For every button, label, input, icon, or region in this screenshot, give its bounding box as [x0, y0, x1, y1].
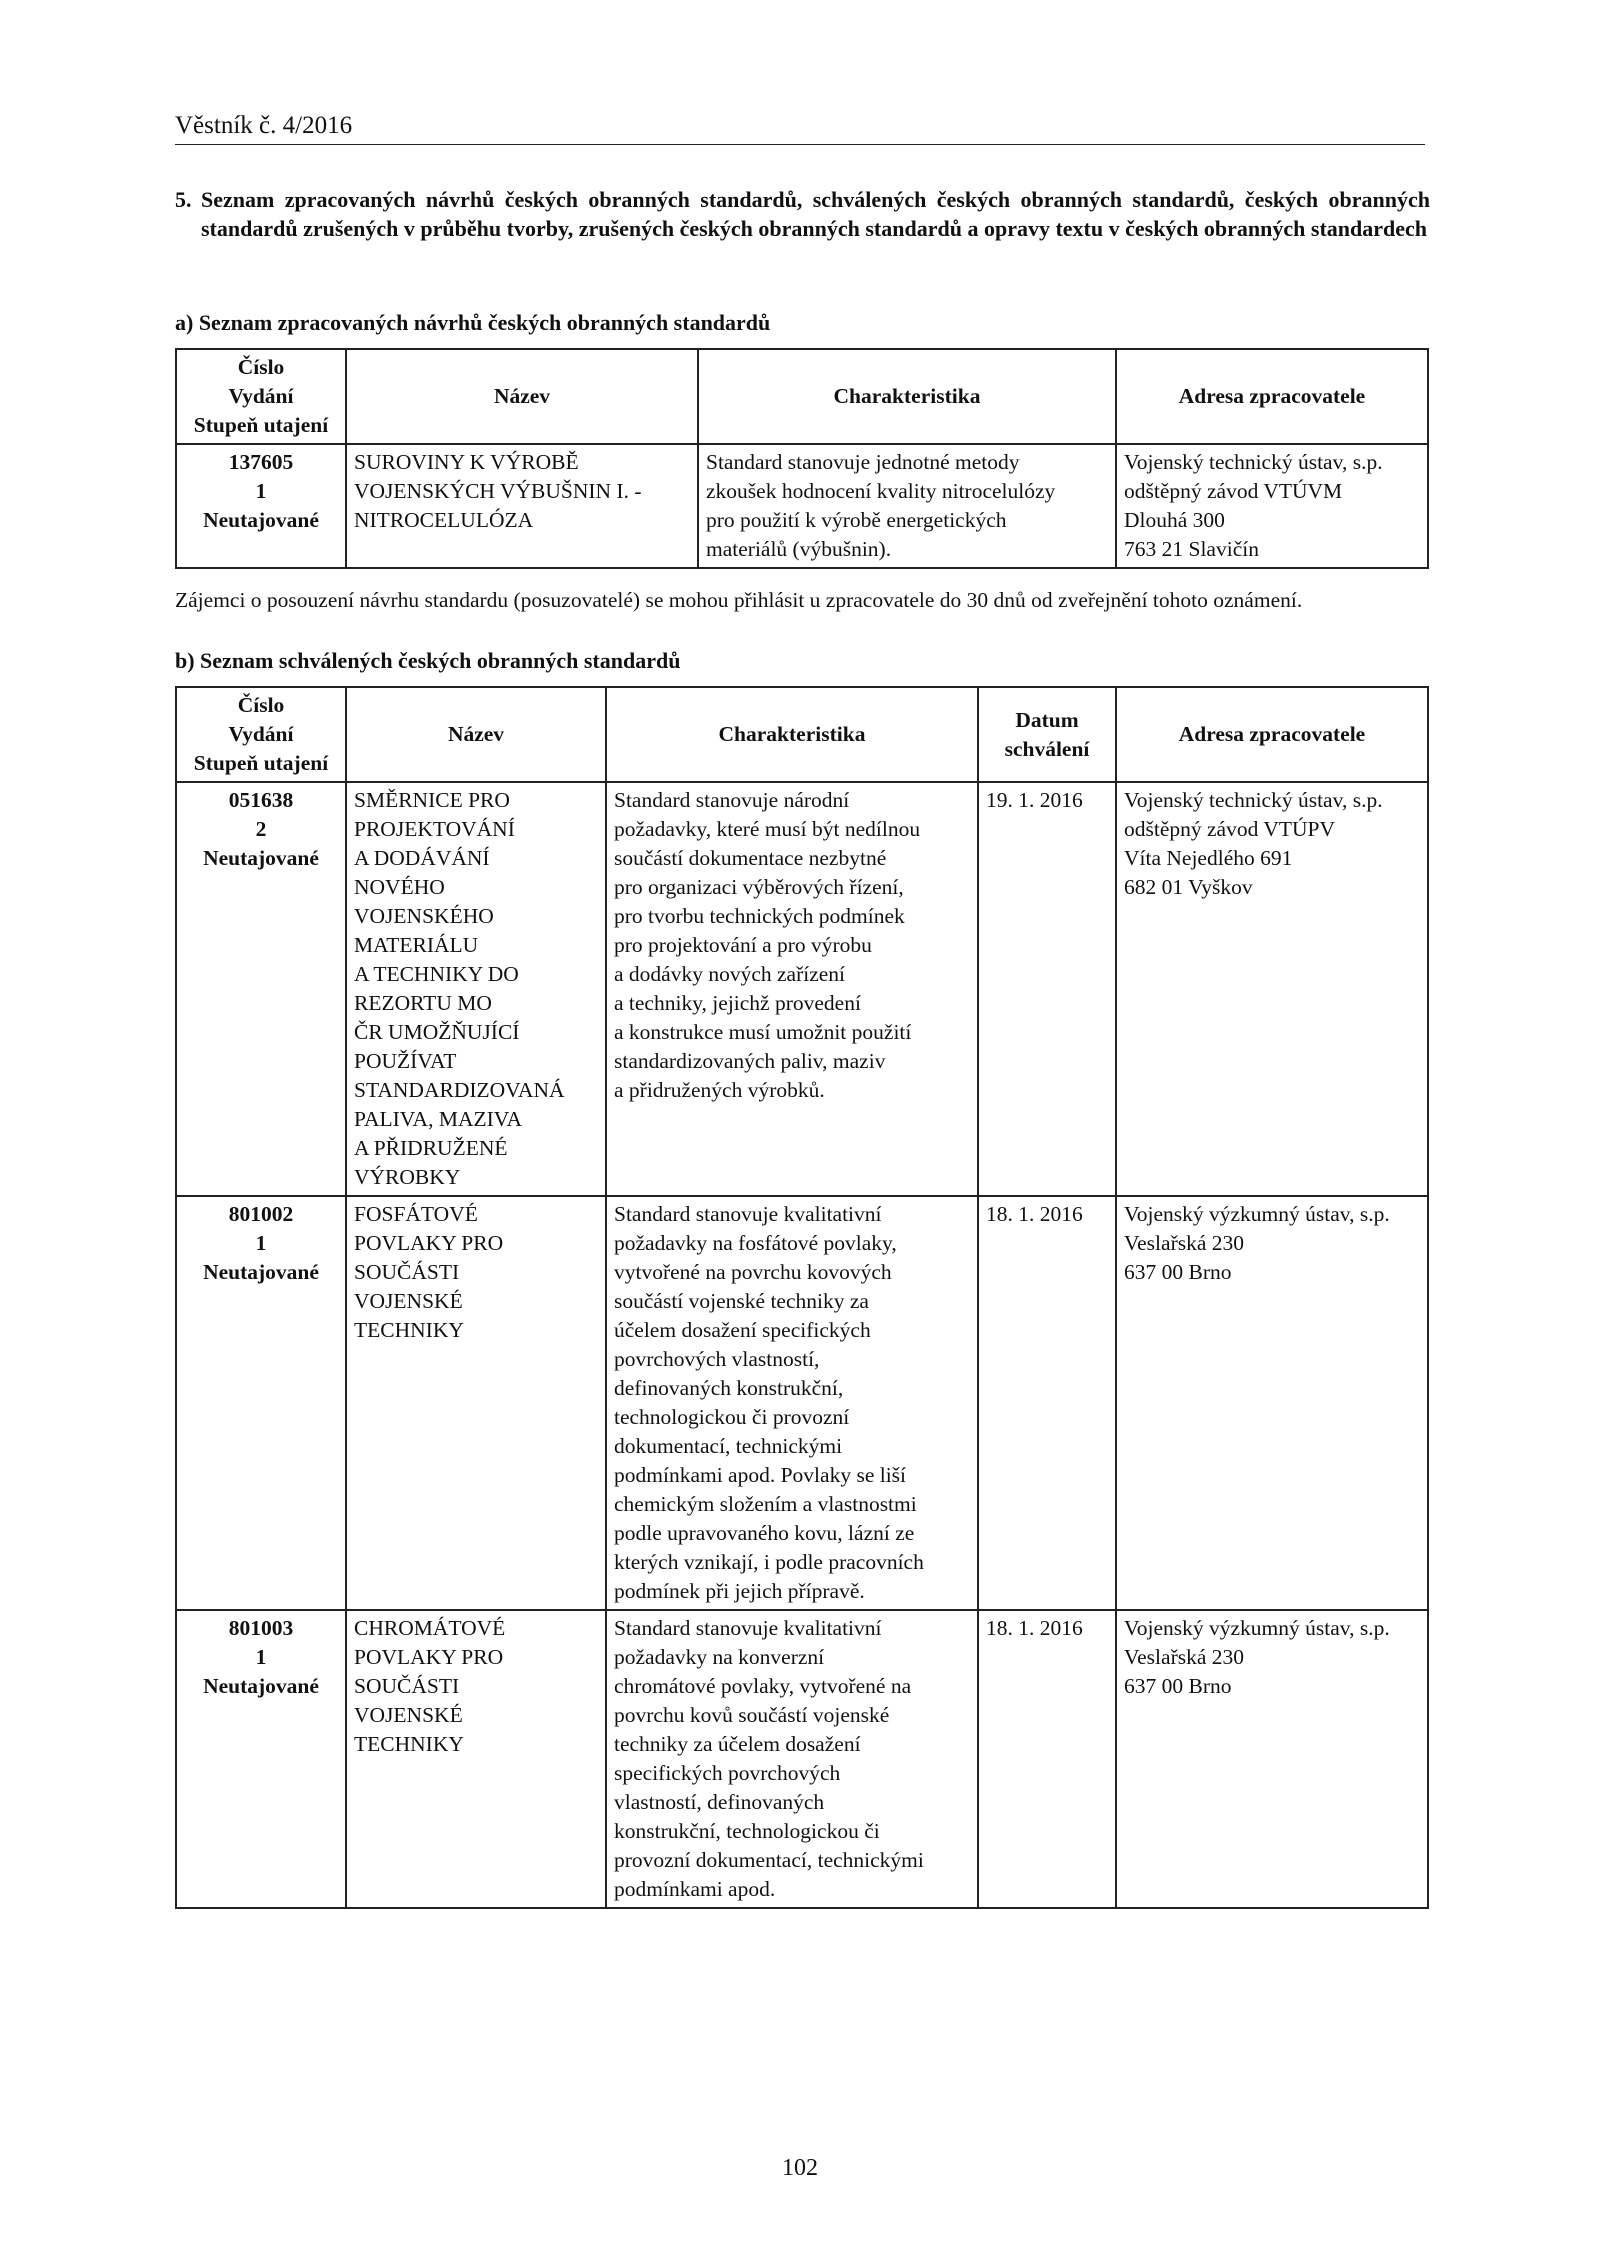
table-row	[176, 444, 1428, 568]
standard-name: FOSFÁTOVÉ POVLAKY PRO SOUČÁSTI VOJENSKÉ TECHNIKY	[346, 1196, 606, 1610]
approved-standards-table	[175, 686, 1429, 1909]
standard-name: SMĚRNICE PRO PROJEKTOVÁNÍ A DODÁVÁNÍ NOVÉHO VOJENSKÉHO MATERIÁLU A TECHNIKY DO REZORTU MO ČR UMOŽŇUJÍCÍ POUŽÍVAT STANDARDIZOVANÁ PALIVA, MAZIVA A PŘIDRUŽENÉ VÝROBKY	[346, 782, 606, 1196]
section-title: Seznam zpracovaných návrhů českých obranných standardů, schválených českých obranných standardů, českých obranných standardů zrušených v průběhu tvorby, zrušených českých obranných standardů a opravy textu v českých obranných standardech	[201, 187, 1430, 241]
header-name: Název	[346, 687, 606, 782]
standard-description: Standard stanovuje národní požadavky, které musí být nedílnou součástí dokumentace nezbytné pro organizaci výběrových řízení, pro tvorbu technických podmínek pro projektování a pro výrobu a dodávky nových zařízení a techniky, jejichž provedení a konstrukce musí umožnit použití standardizovaných paliv, maziv a přidružených výrobků.	[606, 782, 978, 1196]
part-a-title: a) Seznam zpracovaných návrhů českých obranných standardů	[175, 310, 771, 335]
table-header-row	[176, 687, 1428, 782]
standard-description: Standard stanovuje kvalitativní požadavky na konverzní chromátové povlaky, vytvořené na povrchu kovů součástí vojenské techniky za účelem dosažení specifických povrchových vlastností, definovaných konstrukční, technologickou či provozní dokumentací, technickými podmínkami apod.	[606, 1610, 978, 1908]
standard-address: Vojenský výzkumný ústav, s.p. Veslařská 230 637 00 Brno	[1116, 1610, 1428, 1908]
standard-address: Vojenský technický ústav, s.p. odštěpný závod VTÚVM Dlouhá 300 763 21 Slavičín	[1116, 444, 1428, 568]
standard-id: 801003 1 Neutajované	[176, 1610, 346, 1908]
header-name: Název	[346, 349, 698, 444]
reviewers-note: Zájemci o posouzení návrhu standardu (posuzovatelé) se mohou přihlásit u zpracovatele do 30 dnů od zveřejnění tohoto oznámení.	[175, 588, 1303, 612]
table-row	[176, 1196, 1428, 1610]
table-header-row	[176, 349, 1428, 444]
journal-header: Věstník č. 4/2016	[175, 112, 1425, 145]
header-address: Adresa zpracovatele	[1116, 349, 1428, 444]
approval-date: 18. 1. 2016	[978, 1196, 1116, 1610]
header-id: Číslo Vydání Stupeň utajení	[176, 687, 346, 782]
standard-description: Standard stanovuje kvalitativní požadavky na fosfátové povlaky, vytvořené na povrchu kovových součástí vojenské techniky za účelem dosažení specifických povrchových vlastností, definovaných konstrukční, technologickou či provozní dokumentací, technickými podmínkami apod. Povlaky se liší chemickým složením a vlastnostmi podle upravovaného kovu, lázní ze kterých vznikají, i podle pracovních podmínek při jejich přípravě.	[606, 1196, 978, 1610]
table-row	[176, 1610, 1428, 1908]
part-b-title: b) Seznam schválených českých obranných standardů	[175, 648, 681, 673]
header-description: Charakteristika	[698, 349, 1116, 444]
header-address: Adresa zpracovatele	[1116, 687, 1428, 782]
approval-date: 19. 1. 2016	[978, 782, 1116, 1196]
table-row	[176, 782, 1428, 1196]
standard-id: 051638 2 Neutajované	[176, 782, 346, 1196]
draft-standards-table	[175, 348, 1429, 569]
standard-description: Standard stanovuje jednotné metody zkoušek hodnocení kvality nitrocelulózy pro použití k výrobě energetických materiálů (výbušnin).	[698, 444, 1116, 568]
header-approval-date: Datum schválení	[978, 687, 1116, 782]
section-number: 5.	[175, 187, 192, 212]
standard-name: CHROMÁTOVÉ POVLAKY PRO SOUČÁSTI VOJENSKÉ TECHNIKY	[346, 1610, 606, 1908]
header-id: Číslo Vydání Stupeň utajení	[176, 349, 346, 444]
section-heading	[175, 185, 1430, 243]
header-description: Charakteristika	[606, 687, 978, 782]
page-number: 102	[782, 2155, 818, 2181]
standard-name: SUROVINY K VÝROBĚ VOJENSKÝCH VÝBUŠNIN I. - NITROCELULÓZA	[346, 444, 698, 568]
approval-date: 18. 1. 2016	[978, 1610, 1116, 1908]
standard-id: 137605 1 Neutajované	[176, 444, 346, 568]
standard-address: Vojenský výzkumný ústav, s.p. Veslařská 230 637 00 Brno	[1116, 1196, 1428, 1610]
standard-address: Vojenský technický ústav, s.p. odštěpný závod VTÚPV Víta Nejedlého 691 682 01 Vyškov	[1116, 782, 1428, 1196]
standard-id: 801002 1 Neutajované	[176, 1196, 346, 1610]
